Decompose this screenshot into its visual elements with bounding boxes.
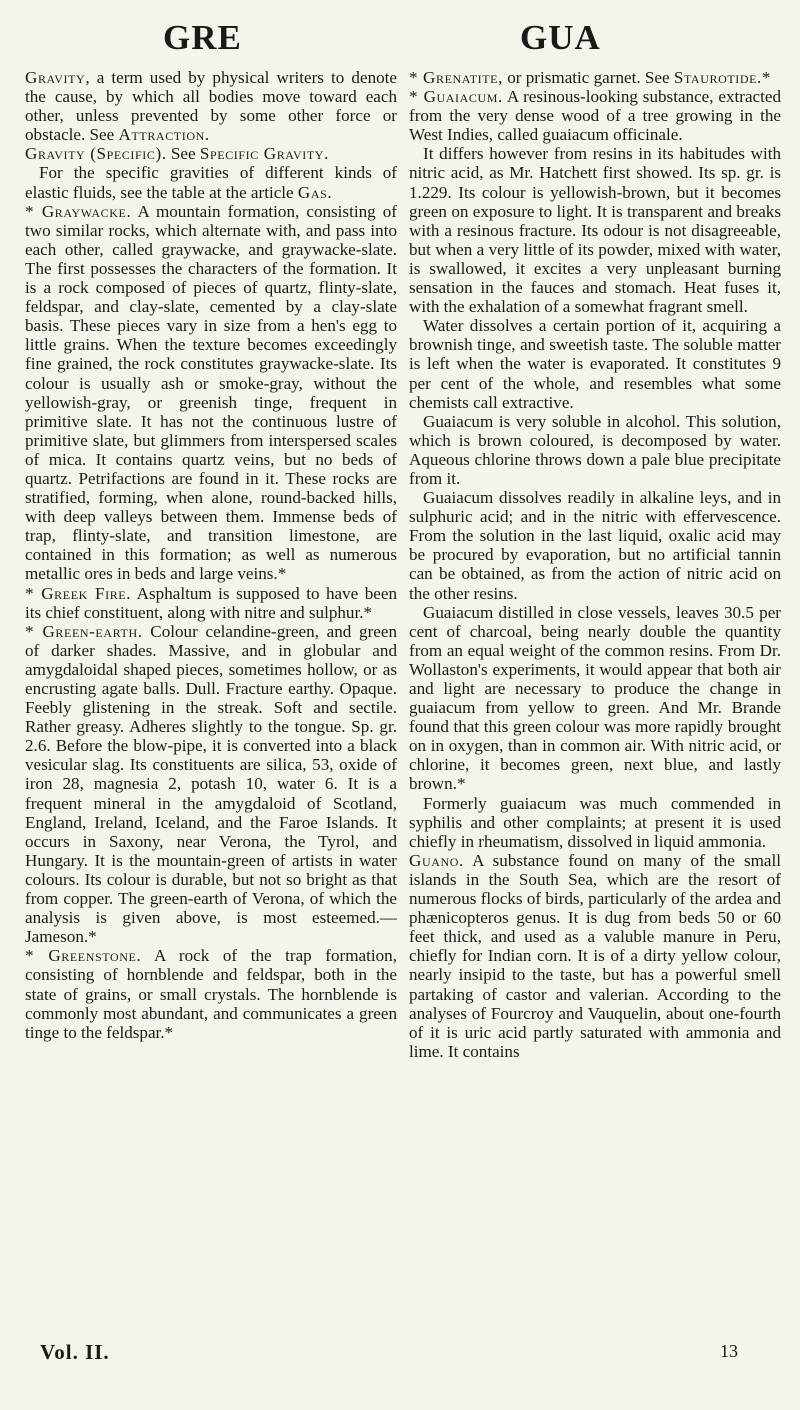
entry-body: Guaiacum distilled in close vessels, leaves 30.5 per cent of charcoal, being nearly double the quantity from an equal weight of the common resins. From Dr. Wollaston's experiments, it would appear that both air and light are necessary to produce the change in guaiacum from yellow to green. And Mr. Brande found that this green colour was more rapidly brought on in oxygen, than in common air. With nitric acid, or chlorine, it becomes green, next blue, and lastly brown.* [409,602,781,794]
entry-paragraph [25,144,397,163]
left-column [25,68,397,1042]
cross-reference: Staurotide.* [673,68,772,87]
cross-reference: Attraction. [118,125,210,145]
entry-headword: Gravity [25,68,86,87]
entry-body: or prismatic garnet. See [502,68,674,87]
entry-body: A rock of the trap formation, consisting of hornblende and feldspar, both in the state of grains, or small crystals. The hornblende is commonly most abundant, and communicates a green tinge to the feldspar.* [25,946,397,1042]
entry-body: Formerly guaiacum was much commended in syphilis and other complaints; at present it is used chiefly in rheumatism, dissolved in liquid ammonia. [409,793,781,851]
signature-mark: 13 [720,1341,738,1361]
entry-body: See [166,144,200,164]
entry-paragraph [409,851,781,1061]
entry-paragraph [25,584,397,622]
entry-paragraph [25,202,397,584]
entry-body: Guaiacum dissolves readily in alkaline leys, and in sulphuric acid; and in the nitric with effervescence. From the solution in the last liquid, oxalic acid may be procured by evaporation, but no artificial tannin can be obtained, as from the action of nitric acid on the other resins. [409,488,781,603]
right-column [409,68,781,1061]
entry-headword: * Green-earth. [25,621,143,641]
entry-paragraph [409,794,781,851]
entry-paragraph [409,144,781,316]
header-right-guideword: GUA [520,18,601,57]
entry-paragraph [409,603,781,794]
entry-headword: * Greek Fire. [25,583,132,603]
entry-paragraph [409,87,781,144]
entry-body: For the specific gravities of different kinds of elastic fluids, see the table at the article [25,163,397,202]
entry-paragraph [25,68,397,144]
volume-label: Vol. II. [40,1340,110,1364]
entry-body: A mountain formation, consisting of two similar rocks, which alternate with, and pass into each other, called graywacke, and graywacke-slate. The first possesses the characters of the formation. It is a rock composed of pieces of quartz, flinty-slate, feldspar, and clay-slate, cemented by a clay-slate basis. These pieces vary in size from a hen's egg to little grains. When the texture becomes exceedingly fine grained, the rock constitutes graywacke-slate. Its colour is usually ash or smoke-gray, without the yellowish-gray, or greenish tinge, frequent in primitive slate. It has not the continuous lustre of primitive slate, but glimmers from interspersed scales of mica. It contains quartz veins, but no beds of quartz. Petrifactions are found in it. These rocks are stratified, forming, when alone, round-backed hills, with deep valleys between them. Immense beds of trap, flinty-slate, and transition limestone, are contained in this formation; as well as numerous metallic ores in beds and large veins.* [25,201,397,584]
entry-paragraph [25,163,397,201]
entry-headword: * Guaiacum. [409,87,503,107]
entry-body: Guaiacum is very soluble in alcohol. This solution, which is brown coloured, is decomposed by water. Aqueous chlorine throws down a pale blue precipitate from it. [409,411,781,488]
header-left-guideword: GRE [163,18,242,57]
entry-paragraph [25,622,397,947]
cross-reference: Gas. [297,182,333,202]
entry-body: , a term used by physical writers to denote the cause, by which all bodies move toward each other, unless prevented by some other force or obstacle. See [25,68,397,145]
entry-headword: * Greenstone. [25,946,142,966]
entry-body: Colour celandine-green, and green of darker shades. Massive, and in globular and amygdaloidal shaped pieces, sometimes hollow, or as encrusting agate balls. Dull. Fracture earthy. Opaque. Feebly glistening in the streak. Soft and sectile. Rather greasy. Adheres slightly to the tongue. Sp. gr. 2.6. Before the blow-pipe, it is converted into a black vesicular slag. Its constituents are silica, 53, oxide of iron 28, magnesia 2, potash 10, water 6. It is a frequent mineral in the amygdaloid of Scotland, England, Ireland, Iceland, and the Faroe Islands. It occurs in Saxony, near Verona, the Tyrol, and Hungary. It is the mountain-green of artists in water colours. Its colour is durable, but not so bright as that from copper. The green-earth of Verona, of which the analysis is given above, is most esteemed.—Jameson.* [25,621,398,947]
entry-headword: Guano. [409,850,464,870]
entry-headword: * Graywacke. [25,201,132,221]
entry-headword: * Grenatite, [409,68,503,87]
running-header [0,6,800,66]
entry-paragraph [409,316,781,411]
entry-paragraph [25,946,397,1041]
cross-reference: Specific Gravity. [199,144,329,164]
entry-body: Water dissolves a certain portion of it, acquiring a brownish tinge, and sweetish taste. The soluble matter is left when the water is evaporated. It constitutes 9 per cent of the whole, and resembles what some chemists call extractive. [409,316,781,412]
entry-body: A substance found on many of the small islands in the South Sea, which are the resort of numerous flocks of birds, particularly of the ardea and phænicopteros genus. It is dug from beds 50 or 60 feet thick, and used as a valuble manure in Peru, chiefly for Indian corn. It is of a dirty yellow colour, nearly insipid to the taste, but has a powerful smell partaking of castor and valerian. According to the analyses of Fourcroy and Vauquelin, about one-fourth of it is uric acid partly saturated with ammonia and lime. It contains [409,850,781,1061]
entry-headword: Gravity (Specific). [25,144,167,164]
entry-body: A resinous-looking substance, extracted from the very dense wood of a tree growing in the West Indies, called guaiacum officinale. [409,87,781,145]
entry-paragraph [409,412,781,488]
entry-paragraph [409,488,781,603]
entry-body: It differs however from resins in its habitudes with nitric acid, as Mr. Hatchett first showed. Its sp. gr. is 1.229. Its colour is yellowish-brown, but it becomes green on exposure to light. It is transparent and breaks with a resinous fracture. Its odour is not disagreeable, but when a very little of its powder, mixed with water, is swallowed, it excites a very unpleasant burning sensation in the fauces and stomach. Heat fuses it, with the exhalation of a somewhat fragrant smell. [409,144,781,317]
entry-body: Asphaltum is supposed to have been its chief constituent, along with nitre and sulphur.* [25,583,398,622]
entry-paragraph [409,68,781,87]
